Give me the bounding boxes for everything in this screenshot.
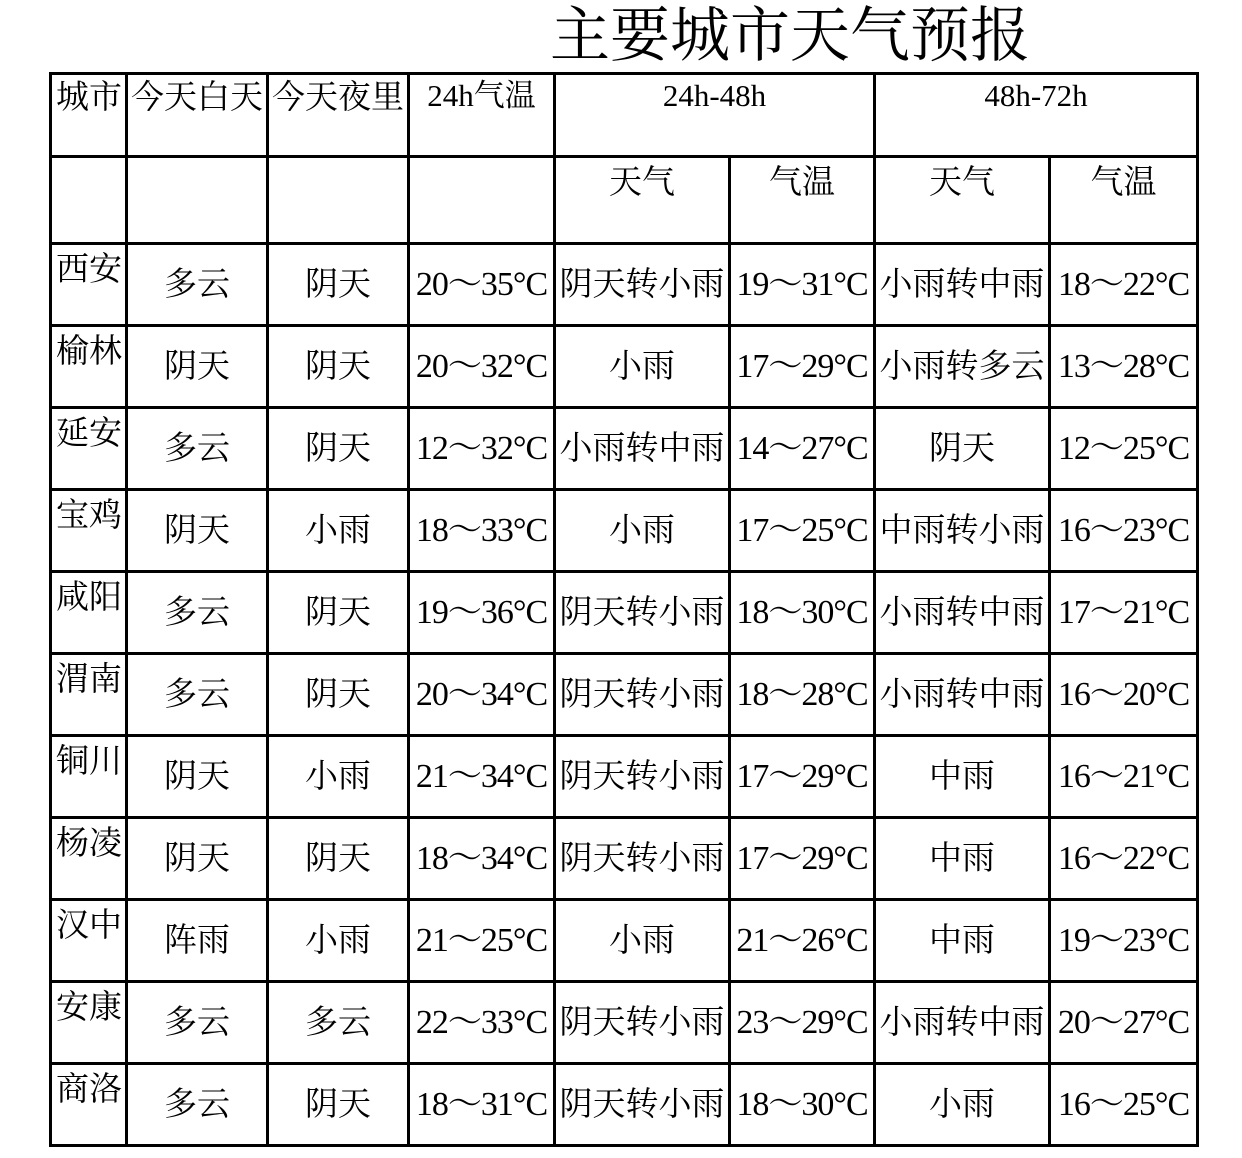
today-day-weather: 阴天 [127, 326, 268, 408]
temp-24-48h: 18～30°C [730, 1064, 875, 1146]
temp-24-48h: 17～29°C [730, 736, 875, 818]
weather-24-48h: 阴天转小雨 [555, 654, 730, 736]
temp-48-72h: 16～22°C [1050, 818, 1198, 900]
temp-48-72h: 13～28°C [1050, 326, 1198, 408]
today-day-weather: 多云 [127, 244, 268, 326]
today-day-weather: 阵雨 [127, 900, 268, 982]
city-name: 铜川 [51, 736, 127, 818]
table-row [51, 572, 1198, 654]
temp-24h: 21～34°C [409, 736, 555, 818]
temp-24h: 20～35°C [409, 244, 555, 326]
header-today-day: 今天白天 [127, 74, 268, 157]
temp-48-72h: 18～22°C [1050, 244, 1198, 326]
today-night-weather: 小雨 [268, 736, 409, 818]
subheader-weather-24-48: 天气 [555, 157, 730, 244]
city-name: 延安 [51, 408, 127, 490]
weather-24-48h: 阴天转小雨 [555, 244, 730, 326]
city-name: 安康 [51, 982, 127, 1064]
header-temp-24h-num: 24h [427, 78, 474, 113]
temp-48-72h: 16～25°C [1050, 1064, 1198, 1146]
page-title: 主要城市天气预报 [550, 1, 1030, 71]
table-row [51, 900, 1198, 982]
today-night-weather: 阴天 [268, 572, 409, 654]
today-day-weather: 多云 [127, 982, 268, 1064]
today-day-weather: 多云 [127, 572, 268, 654]
table-row [51, 818, 1198, 900]
temp-48-72h: 17～21°C [1050, 572, 1198, 654]
weather-24-48h: 阴天转小雨 [555, 818, 730, 900]
header-temp-24h [409, 74, 555, 157]
weather-48-72h: 小雨转中雨 [875, 654, 1050, 736]
temp-24h: 22～33°C [409, 982, 555, 1064]
subheader-empty [268, 157, 409, 244]
header-city: 城市 [51, 74, 127, 157]
city-name: 渭南 [51, 654, 127, 736]
temp-24-48h: 17～29°C [730, 326, 875, 408]
weather-48-72h: 小雨转中雨 [875, 982, 1050, 1064]
temp-24h: 19～36°C [409, 572, 555, 654]
table-row [51, 654, 1198, 736]
temp-48-72h: 16～21°C [1050, 736, 1198, 818]
temp-24-48h: 14～27°C [730, 408, 875, 490]
temp-24h: 20～32°C [409, 326, 555, 408]
header-group-24-48: 24h-48h [555, 74, 875, 157]
temp-48-72h: 16～20°C [1050, 654, 1198, 736]
city-name: 杨凌 [51, 818, 127, 900]
temp-48-72h: 19～23°C [1050, 900, 1198, 982]
today-day-weather: 多云 [127, 654, 268, 736]
today-night-weather: 阴天 [268, 244, 409, 326]
weather-48-72h: 小雨 [875, 1064, 1050, 1146]
weather-48-72h: 小雨转中雨 [875, 572, 1050, 654]
today-day-weather: 多云 [127, 408, 268, 490]
weather-48-72h: 小雨转中雨 [875, 244, 1050, 326]
temp-24-48h: 21～26°C [730, 900, 875, 982]
header-today-night: 今天夜里 [268, 74, 409, 157]
weather-48-72h: 中雨转小雨 [875, 490, 1050, 572]
weather-48-72h: 阴天 [875, 408, 1050, 490]
temp-24h: 20～34°C [409, 654, 555, 736]
temp-24h: 18～34°C [409, 818, 555, 900]
temp-24-48h: 23～29°C [730, 982, 875, 1064]
city-name: 汉中 [51, 900, 127, 982]
subheader-weather-48-72: 天气 [875, 157, 1050, 244]
subheader-row [51, 157, 1198, 244]
today-night-weather: 小雨 [268, 490, 409, 572]
temp-24h: 18～31°C [409, 1064, 555, 1146]
header-group-48-72: 48h-72h [875, 74, 1198, 157]
temp-24-48h: 17～29°C [730, 818, 875, 900]
temp-48-72h: 12～25°C [1050, 408, 1198, 490]
temp-24h: 21～25°C [409, 900, 555, 982]
temp-24-48h: 17～25°C [730, 490, 875, 572]
table-row [51, 490, 1198, 572]
today-night-weather: 阴天 [268, 654, 409, 736]
today-day-weather: 多云 [127, 1064, 268, 1146]
today-night-weather: 阴天 [268, 326, 409, 408]
weather-48-72h: 中雨 [875, 736, 1050, 818]
weather-24-48h: 阴天转小雨 [555, 736, 730, 818]
today-night-weather: 阴天 [268, 1064, 409, 1146]
table-row [51, 1064, 1198, 1146]
subheader-temp-24-48: 气温 [730, 157, 875, 244]
table-row [51, 408, 1198, 490]
weather-24-48h: 小雨 [555, 490, 730, 572]
weather-48-72h: 中雨 [875, 818, 1050, 900]
today-day-weather: 阴天 [127, 736, 268, 818]
table-row [51, 736, 1198, 818]
weather-forecast-table [49, 72, 1199, 1147]
city-name: 西安 [51, 244, 127, 326]
subheader-empty [51, 157, 127, 244]
today-night-weather: 阴天 [268, 408, 409, 490]
subheader-empty [409, 157, 555, 244]
weather-24-48h: 小雨 [555, 326, 730, 408]
temp-48-72h: 20～27°C [1050, 982, 1198, 1064]
today-night-weather: 多云 [268, 982, 409, 1064]
temp-24-48h: 19～31°C [730, 244, 875, 326]
city-name: 宝鸡 [51, 490, 127, 572]
table-row [51, 244, 1198, 326]
table-row [51, 982, 1198, 1064]
temp-24h: 12～32°C [409, 408, 555, 490]
subheader-temp-48-72: 气温 [1050, 157, 1198, 244]
weather-24-48h: 阴天转小雨 [555, 982, 730, 1064]
temp-24h: 18～33°C [409, 490, 555, 572]
weather-48-72h: 中雨 [875, 900, 1050, 982]
weather-48-72h: 小雨转多云 [875, 326, 1050, 408]
city-name: 咸阳 [51, 572, 127, 654]
weather-24-48h: 小雨 [555, 900, 730, 982]
weather-24-48h: 小雨转中雨 [555, 408, 730, 490]
today-night-weather: 阴天 [268, 818, 409, 900]
temp-48-72h: 16～23°C [1050, 490, 1198, 572]
temp-24-48h: 18～30°C [730, 572, 875, 654]
city-name: 商洛 [51, 1064, 127, 1146]
table-row [51, 326, 1198, 408]
subheader-empty [127, 157, 268, 244]
today-day-weather: 阴天 [127, 490, 268, 572]
temp-24-48h: 18～28°C [730, 654, 875, 736]
today-day-weather: 阴天 [127, 818, 268, 900]
weather-24-48h: 阴天转小雨 [555, 572, 730, 654]
weather-24-48h: 阴天转小雨 [555, 1064, 730, 1146]
header-row [51, 74, 1198, 157]
city-name: 榆林 [51, 326, 127, 408]
today-night-weather: 小雨 [268, 900, 409, 982]
header-temp-24h-text: 气温 [473, 78, 536, 114]
